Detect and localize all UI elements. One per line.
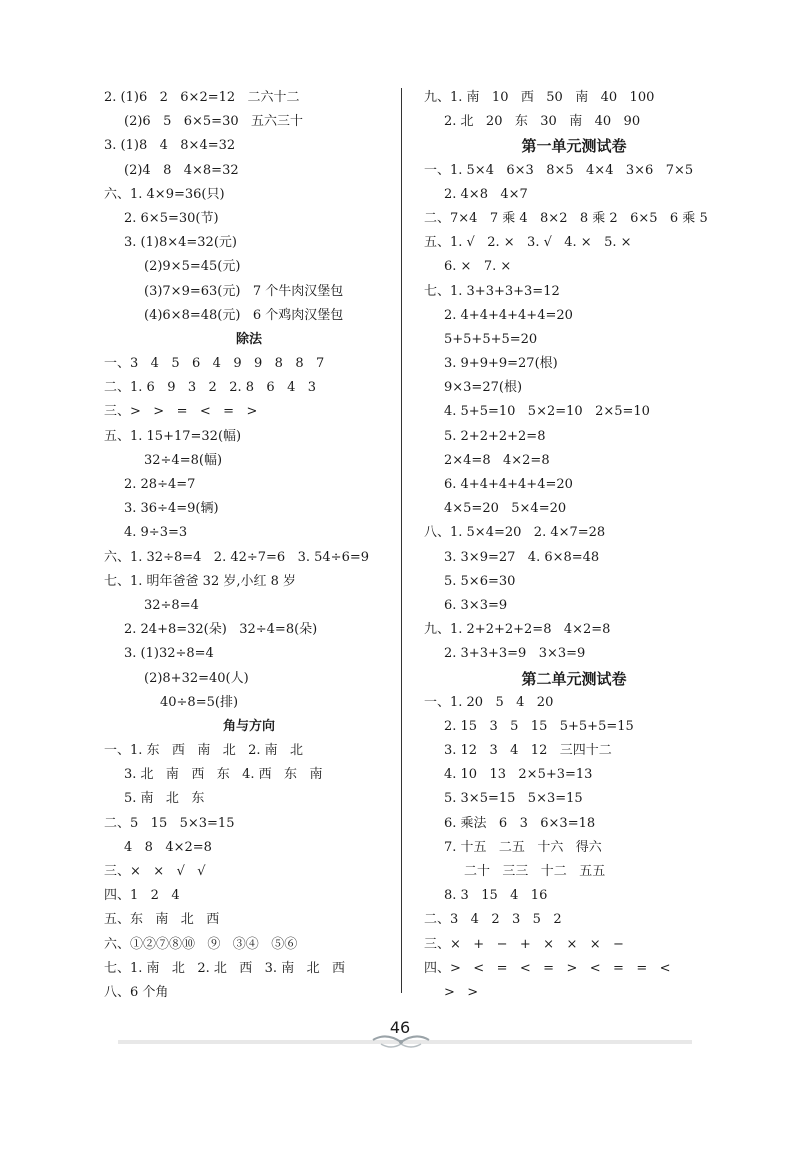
answer-line: 八、1. 5×4=20 2. 4×7=28 [424, 525, 606, 541]
answer-line: 九、1. 南 10 西 50 南 40 100 [424, 90, 655, 105]
answer-line: 3. 12 3 4 12 三四十二 [444, 743, 612, 759]
left-column [104, 86, 394, 1005]
answer-line: 3. 3×9=27 4. 6×8=48 [444, 549, 600, 565]
answer-line: 六、①②⑦⑧⑩ ⑨ ③④ ⑤⑥ [104, 936, 298, 952]
answer-line: 二十 三三 十二 五五 [464, 864, 606, 879]
answer-line: 40÷8=5(排) [160, 694, 239, 710]
answer-line: (4)6×8=48(元) 6 个鸡肉汉堡包 [144, 307, 344, 323]
column-divider [401, 88, 402, 993]
answer-line: 一、1. 5×4 6×3 8×5 4×4 3×6 7×5 [424, 162, 694, 178]
answer-line: 二、1. 6 9 3 2 2. 8 6 4 3 [104, 380, 317, 396]
section-heading: 第一单元测试卷 [521, 137, 627, 156]
answer-line: 2. 15 3 5 15 5+5+5=15 [444, 718, 634, 734]
answer-line: 8. 3 15 4 16 [444, 888, 548, 904]
answer-line: 八、6 个角 [104, 984, 169, 1000]
answer-line: 三、× + − + × × × − [424, 936, 624, 952]
page-number: 46 [389, 1018, 411, 1037]
answer-line: 一、1. 20 5 4 20 [424, 694, 554, 710]
answer-line: 3. 9+9+9=27(根) [444, 356, 558, 372]
answer-line: (2)6 5 6×5=30 五六三十 [124, 114, 304, 130]
answer-line: 五、东 南 北 西 [104, 912, 220, 928]
answer-line: 三、× × √ √ [104, 864, 206, 879]
answer-line: 5. 南 北 东 [124, 791, 205, 807]
answer-line: 6. 乘法 6 3 6×3=18 [444, 815, 596, 831]
answer-line: 7. 十五 二五 十六 得六 [444, 839, 602, 855]
answer-line: (3)7×9=63(元) 7 个牛肉汉堡包 [144, 283, 344, 299]
answer-line: 3. 北 南 西 东 4. 西 东 南 [124, 767, 323, 783]
answer-line: 5. 5×6=30 [444, 573, 516, 589]
answer-line: 七、1. 明年爸爸 32 岁,小红 8 岁 [104, 573, 297, 589]
answer-line: (2)8+32=40(人) [144, 670, 249, 686]
section-heading: 第二单元测试卷 [521, 669, 627, 688]
answer-line: 七、1. 3+3+3+3=12 [424, 283, 560, 299]
answer-line: 6. × 7. × [444, 259, 512, 275]
answer-line: (2)4 8 4×8=32 [124, 162, 239, 178]
answer-line: 5. 2+2+2+2=8 [444, 428, 546, 444]
answer-line: 5. 3×5=15 5×3=15 [444, 791, 583, 807]
answer-line: 二、3 4 2 3 5 2 [424, 912, 562, 928]
section-heading: 除法 [235, 331, 262, 347]
answer-line: 32÷4=8(幅) [144, 452, 223, 468]
answer-line: 一、3 4 5 6 4 9 9 8 8 7 [104, 356, 325, 372]
answer-line: 六、1. 4×9=36(只) [104, 186, 225, 202]
answer-line: 七、1. 南 北 2. 北 西 3. 南 北 西 [104, 960, 345, 976]
answer-line: 五、1. 15+17=32(幅) [104, 428, 242, 444]
answer-line: 2. 28÷4=7 [124, 477, 196, 492]
answer-line: 32÷8=4 [144, 597, 199, 613]
answer-line: 4×5=20 5×4=20 [444, 501, 567, 517]
answer-line: 2×4=8 4×2=8 [444, 452, 550, 468]
answer-line: 四、1 2 4 [104, 888, 180, 904]
answer-line: 2. 6×5=30(节) [124, 210, 219, 226]
section-heading: 角与方向 [222, 718, 275, 734]
answer-line: 五、1. √ 2. × 3. √ 4. × 5. × [424, 235, 632, 251]
answer-line: 2. 北 20 东 30 南 40 90 [444, 114, 641, 130]
answer-line: 5+5+5+5=20 [444, 331, 538, 347]
answer-line: (2)9×5=45(元) [144, 259, 241, 275]
answer-line: 一、1. 东 西 南 北 2. 南 北 [104, 743, 304, 759]
answer-line: 4. 10 13 2×5+3=13 [444, 767, 593, 783]
answer-line: 六、1. 32÷8=4 2. 42÷7=6 3. 54÷6=9 [104, 549, 370, 565]
answer-line: 二、5 15 5×3=15 [104, 815, 235, 831]
answer-line: 三、> > = < = > [104, 404, 258, 420]
answer-line: 4. 5+5=10 5×2=10 2×5=10 [444, 404, 650, 420]
answer-line: 3. 36÷4=9(辆) [124, 501, 219, 517]
answer-line: 2. 3+3+3=9 3×3=9 [444, 646, 586, 662]
answer-line: 9×3=27(根) [444, 380, 523, 396]
answer-line: > > [444, 984, 479, 1000]
answer-line: 3. (1)8 4 8×4=32 [104, 138, 236, 154]
answer-line: 2. 24+8=32(朵) 32÷4=8(朵) [124, 622, 318, 638]
answer-line: 4. 9÷3=3 [124, 525, 188, 541]
answer-line: 3. (1)8×4=32(元) [124, 235, 237, 251]
right-column [424, 86, 724, 1005]
answer-line: 6. 4+4+4+4+4=20 [444, 477, 573, 492]
answer-line: 4 8 4×2=8 [124, 839, 212, 855]
answer-line: 二、7×4 7 乘 4 8×2 8 乘 2 6×5 6 乘 5 [424, 210, 708, 226]
answer-line: 四、> < = < = > < = = < [424, 960, 671, 976]
answer-line: 2. 4+4+4+4+4=20 [444, 307, 573, 323]
answer-line: 九、1. 2+2+2+2=8 4×2=8 [424, 622, 611, 638]
answer-line: 2. (1)6 2 6×2=12 二六十二 [104, 90, 300, 105]
answer-line: 3. (1)32÷8=4 [124, 646, 214, 662]
answer-line: 2. 4×8 4×7 [444, 186, 528, 202]
answer-line: 6. 3×3=9 [444, 597, 508, 613]
